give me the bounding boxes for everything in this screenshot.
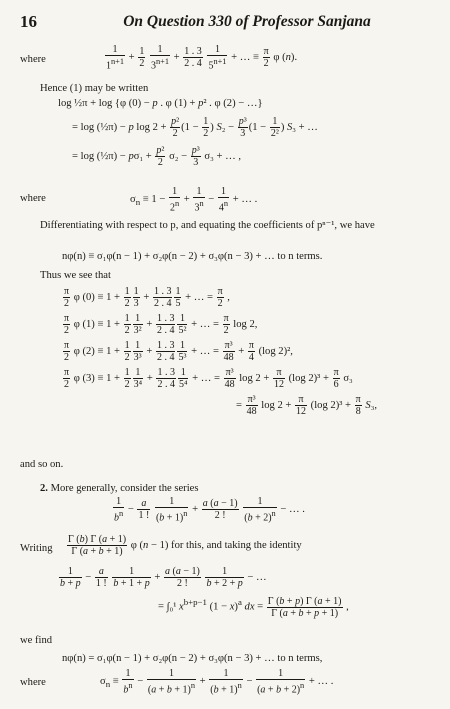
phi-values-block [62,286,377,417]
where-label-1: where [20,54,46,65]
writing-label: Writing [20,543,53,554]
recurrence-equation-2: nφ(n) = σ₁φ(n − 1) + σ₂φ(n − 2) + σ₃φ(n − 3) + … to n terms, [62,653,323,664]
identity-block: $\frac{1}{b + p}$ − $\frac{a}{1 !}$ $\frac{1}{b + 1 + p}$ + $\frac{a (a - 1)}{2 !}$ $\frac{1}{b + 2 + p}$ − … = ∫₀¹ $x^{b+p-1}$ $(1 - x)^a$ dx = $\frac{\Gamma (b + p) \Gamma (a + 1)}{\Gamma (a + b + p + 1)}$ , [60,566,349,619]
section-number: 2. [40,483,48,494]
phi0-equation: $\frac{\pi}{2}$ φ (0) ≡ 1 + $\frac{1}{2}$ $\frac{1}{3}$ + $\frac{1 . 3}{2 . 4}$ $\frac{1}{5}$ + … = $\frac{\pi}{2}$ , [64,286,230,309]
where-equation-1: $\frac{1}{1^{n+1}}$ + $\frac{1}{2}$ $\frac{1}{3^{n+1}}$ + $\frac{1 . 3}{2 . 4}$ $\frac{1}{5^{n+1}}$ + … ≡ $\frac{\pi}{2}$ φ (n). [106,44,298,72]
writing-expression: $\frac{\Gamma (b) \Gamma (a + 1)}{\Gamma (a + b + 1)}$ φ (n − 1) for this, and taking the identity [68,534,302,557]
and-so-on: and so on. [20,459,64,470]
phi2-equation: $\frac{\pi}{2}$ φ (2) ≡ 1 + $\frac{1}{2}$ $\frac{1}{\text{3³}}$ + $\frac{1 . 3}{2 . 4}$ $\frac{1}{\text{5³}}$ + … = $\frac{\text{π³}}{48}$ + $\frac{\pi}{4}$ (log 2)², [64,340,293,363]
we-find: we find [20,635,53,646]
section-2-text: More generally, consider the series [50,483,199,494]
section-2-heading [40,482,198,496]
series-equation: $\frac{1}{b^n}$ − $\frac{a}{1 !}$ $\frac{1}{(b + 1)^n}$ + $\frac{a (a - 1)}{2 !}$ $\frac{1}{(b + 2)^n}$ − … . [114,496,305,524]
sigma-definition: $\sigma_n \equiv 1$ − $\frac{1}{2^n}$ + $\frac{1}{3^n}$ − $\frac{1}{4^n}$ + … . [130,186,258,214]
sigma-definition-2: $\sigma_n$ ≡ $\frac{1}{b^n}$ − $\frac{1}{(a + b + 1)^n}$ + $\frac{1}{(b + 1)^n}$ − $\frac{1}{(a + b + 2)^n}$ + … . [100,668,334,696]
running-title: On Question 330 of Professor Sanjana [123,13,371,30]
where-label-3: where [20,677,46,688]
where-label-2: where [20,193,46,204]
log-equation-block: log ½π + log {φ (0) − p . φ (1) + p² . φ (2) − …} = log (½π) − p log 2 + $\frac{\text{p²}}{2}$ (1 − $\frac{1}{2}$ ) S₂ − $\frac{\text{p³}}{3}$ (1 − $\frac{1}{\text{2²}}$ ) S₃ + … = log (½π) − pσ₁ + $\frac{\text{p²}}{2}$ σ₂ − $\frac{\text{p³}}{3}$ σ₃ + … , [58,98,318,168]
recurrence-equation-1: nφ(n) ≡ σ₁φ(n − 1) + σ₂φ(n − 2) + σ₃φ(n − 3) + … to n terms. [62,251,323,262]
phi1-equation: $\frac{\pi}{2}$ φ (1) ≡ 1 + $\frac{1}{2}$ $\frac{1}{\text{3²}}$ + $\frac{1 . 3}{2 . 4}$ $\frac{1}{\text{5²}}$ + … = $\frac{\pi}{2}$ log 2, [64,313,258,336]
page-header [20,12,430,34]
hence-text: Hence (1) may be written [40,83,149,94]
thus-text: Thus we see that [40,270,111,281]
phi3-continued: = $\frac{\text{π³}}{48}$ log 2 + $\frac{\pi}{12}$ (log 2)³ + $\frac{\pi}{8}$ S₃, [236,394,378,417]
page-number: 16 [20,12,37,31]
differentiating-paragraph: Differentiating with respect to p, and equating the coefficients of pⁿ⁻¹, we have [40,220,375,231]
phi3-equation: $\frac{\pi}{2}$ φ (3) ≡ 1 + $\frac{1}{2}$ $\frac{1}{\text{3⁴}}$ + $\frac{1 . 3}{2 . 4}$ $\frac{1}{\text{5⁴}}$ + … = $\frac{\text{π³}}{48}$ log 2 + $\frac{\pi}{12}$ (log 2)³ + $\frac{\pi}{6}$ σ₃ [64,367,353,390]
